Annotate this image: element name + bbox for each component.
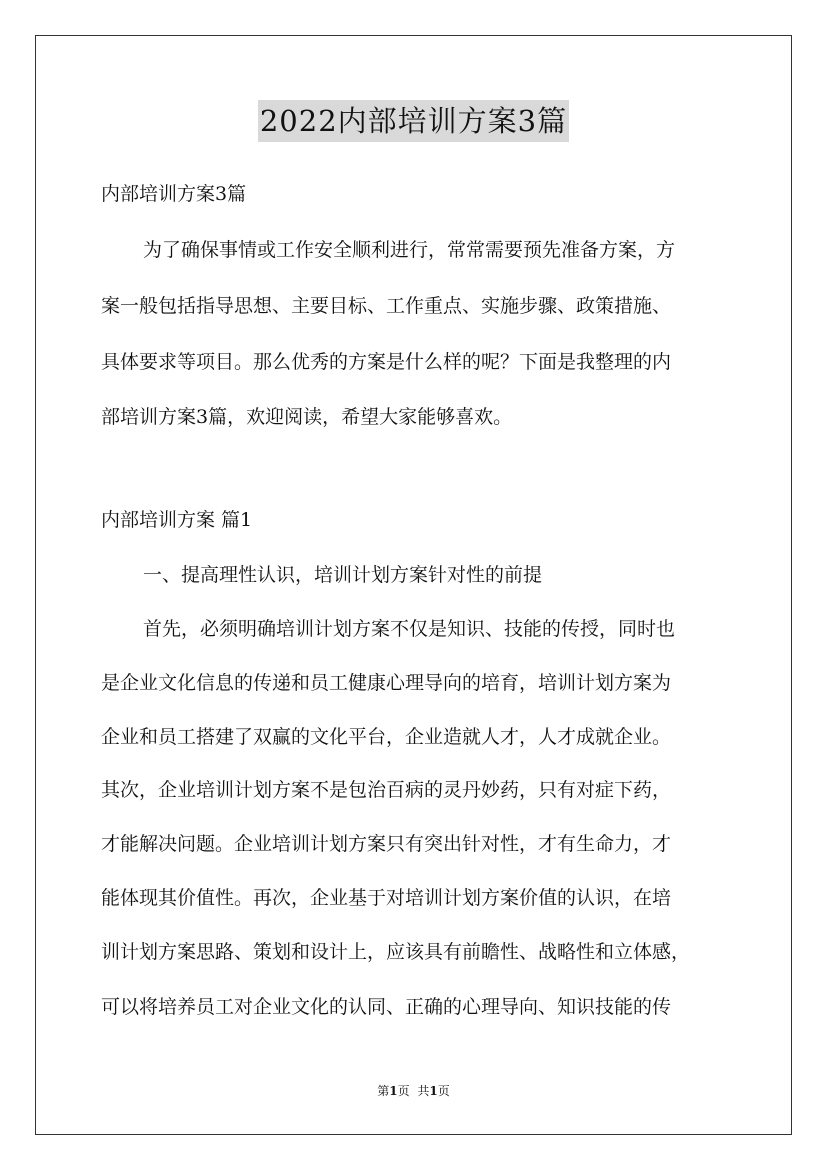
title-container: [0, 100, 827, 142]
document-subtitle: 内部培训方案3篇: [101, 183, 247, 205]
intro-line-2: 案一般包括指导思想、主要目标、工作重点、实施步骤、政策措施、: [101, 295, 672, 317]
body-line-6: 能体现其价值性。再次，企业基于对培训计划方案价值的认识，在培: [101, 887, 672, 909]
body-line-3: 企业和员工搭建了双赢的文化平台，企业造就人才，人才成就企业。: [101, 726, 672, 748]
page-footer: [0, 1083, 827, 1099]
body-line-7: 训计划方案思路、策划和设计上，应该具有前瞻性、战略性和立体感，: [101, 941, 691, 963]
total-prefix: 共: [417, 1084, 430, 1098]
body-line-8: 可以将培养员工对企业文化的认同、正确的心理导向、知识技能的传: [101, 996, 672, 1018]
document-title: 2022内部培训方案3篇: [258, 100, 569, 142]
body-line-1: 首先，必须明确培训计划方案不仅是知识、技能的传授，同时也: [143, 618, 676, 640]
section-point: 一、提高理性认识，培训计划方案针对性的前提: [143, 564, 543, 586]
total-suffix: 页: [437, 1084, 450, 1098]
page-number: 1: [389, 1084, 398, 1098]
intro-line-4: 部培训方案3篇，欢迎阅读，希望大家能够喜欢。: [101, 406, 513, 428]
intro-line-3: 具体要求等项目。那么优秀的方案是什么样的呢？下面是我整理的内: [101, 351, 672, 373]
page-suffix: 页: [397, 1084, 410, 1098]
total-pages: 1: [429, 1084, 438, 1098]
intro-line-1: 为了确保事情或工作安全顺利进行，常常需要预先准备方案，方: [143, 239, 676, 261]
section-heading: 内部培训方案 篇1: [101, 509, 253, 531]
page-prefix: 第: [377, 1084, 390, 1098]
body-line-5: 才能解决问题。企业培训计划方案只有突出针对性，才有生命力，才: [101, 833, 672, 855]
body-line-4: 其次，企业培训计划方案不是包治百病的灵丹妙药，只有对症下药，: [101, 779, 672, 801]
body-line-2: 是企业文化信息的传递和员工健康心理导向的培育，培训计划方案为: [101, 672, 672, 694]
